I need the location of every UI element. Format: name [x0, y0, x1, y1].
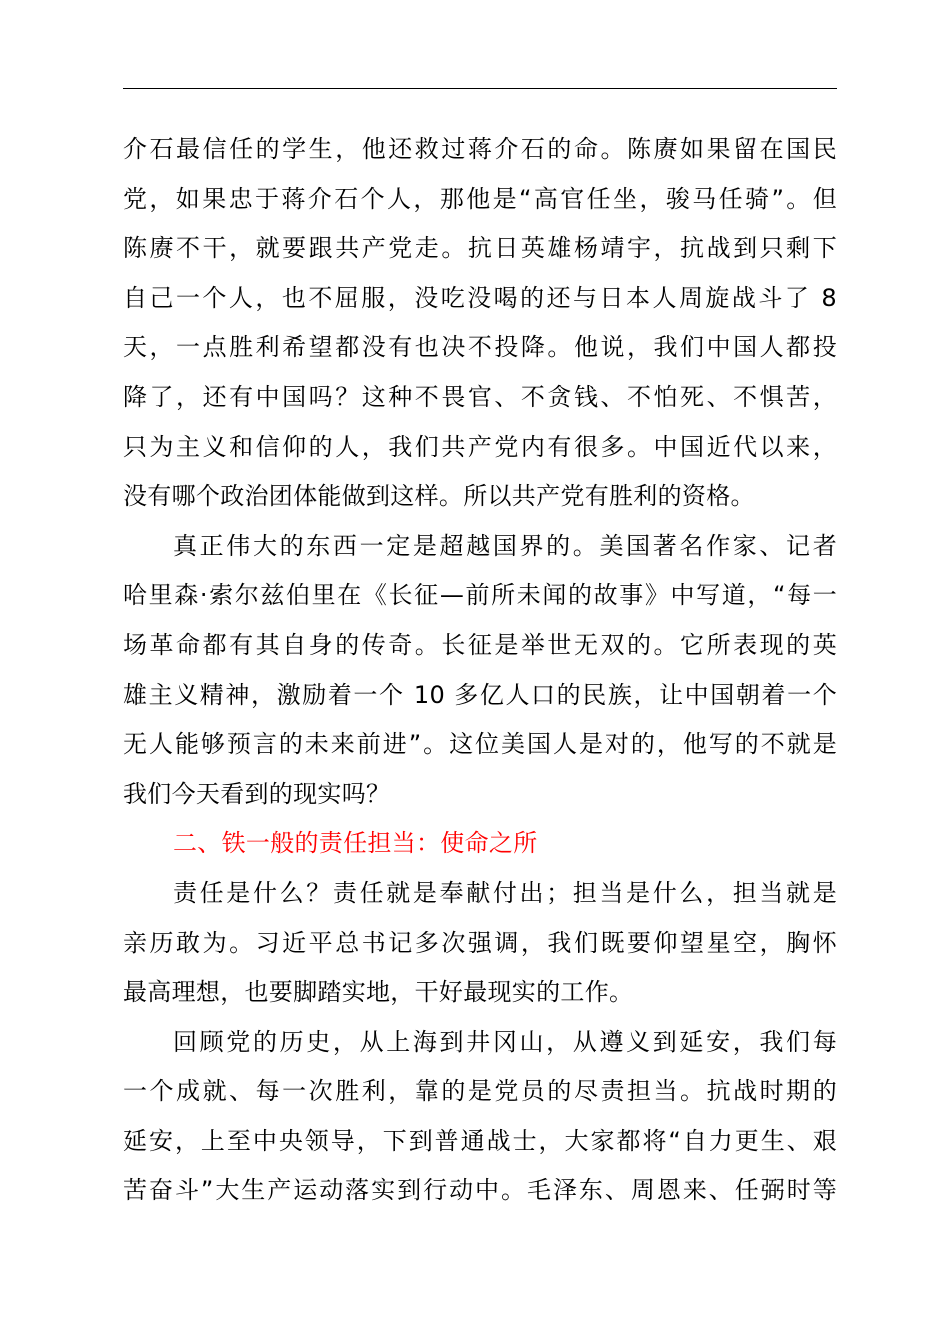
- text-line: 真正伟大的东西一定是超越国界的。美国著名作家、记者: [173, 531, 837, 560]
- text-line: 延安，上至中央领导，下到普通战士，大家都将“自力更生、艰: [123, 1126, 837, 1155]
- text-line: 降了，还有中国吗？这种不畏官、不贪钱、不怕死、不惧苦，: [123, 382, 837, 411]
- text-line: 只为主义和信仰的人，我们共产党内有很多。中国近代以来，: [123, 432, 837, 461]
- text-line: 介石最信任的学生，他还救过蒋介石的命。陈赓如果留在国民: [123, 135, 837, 163]
- text-line: 责任是什么？责任就是奉献付出；担当是什么，担当就是: [173, 878, 837, 907]
- text-line: 亲历敢为。习近平总书记多次强调，我们既要仰望星空，胸怀: [123, 928, 837, 957]
- text-line: 最高理想，也要脚踏实地，干好最现实的工作。: [123, 978, 634, 1007]
- section-heading: 二、铁一般的责任担当：使命之所: [173, 829, 538, 858]
- text-line: 苦奋斗”大生产运动落实到行动中。毛泽东、周恩来、任弼时等: [123, 1176, 837, 1205]
- text-line: 无人能够预言的未来前进”。这位美国人是对的，他写的不就是: [123, 730, 837, 759]
- text-line: 党，如果忠于蒋介石个人，那他是“高官任坐，骏马任骑”。但: [123, 184, 837, 213]
- text-line: 回顾党的历史，从上海到井冈山，从遵义到延安，我们每: [173, 1027, 837, 1056]
- text-line: 场革命都有其自身的传奇。长征是举世无双的。它所表现的英: [123, 630, 837, 659]
- text-line: 一个成就、每一次胜利，靠的是党员的尽责担当。抗战时期的: [123, 1077, 837, 1106]
- text-line: 哈里森·索尔兹伯里在《长征—前所未闻的故事》中写道，“每一: [123, 581, 837, 610]
- text-line: 陈赓不干，就要跟共产党走。抗日英雄杨靖宇，抗战到只剩下: [123, 234, 837, 263]
- body-text: [123, 125, 837, 1216]
- text-line: 自己一个人，也不屈服，没吃没喝的还与日本人周旋战斗了 8: [123, 283, 837, 312]
- header-rule: [123, 88, 837, 89]
- text-line: 天，一点胜利希望都没有也决不投降。他说，我们中国人都投: [123, 333, 837, 362]
- text-line: 没有哪个政治团体能做到这样。所以共产党有胜利的资格。: [123, 482, 755, 511]
- text-line: 雄主义精神，激励着一个 10 多亿人口的民族，让中国朝着一个: [123, 680, 837, 709]
- text-line: 我们今天看到的现实吗？: [123, 779, 391, 808]
